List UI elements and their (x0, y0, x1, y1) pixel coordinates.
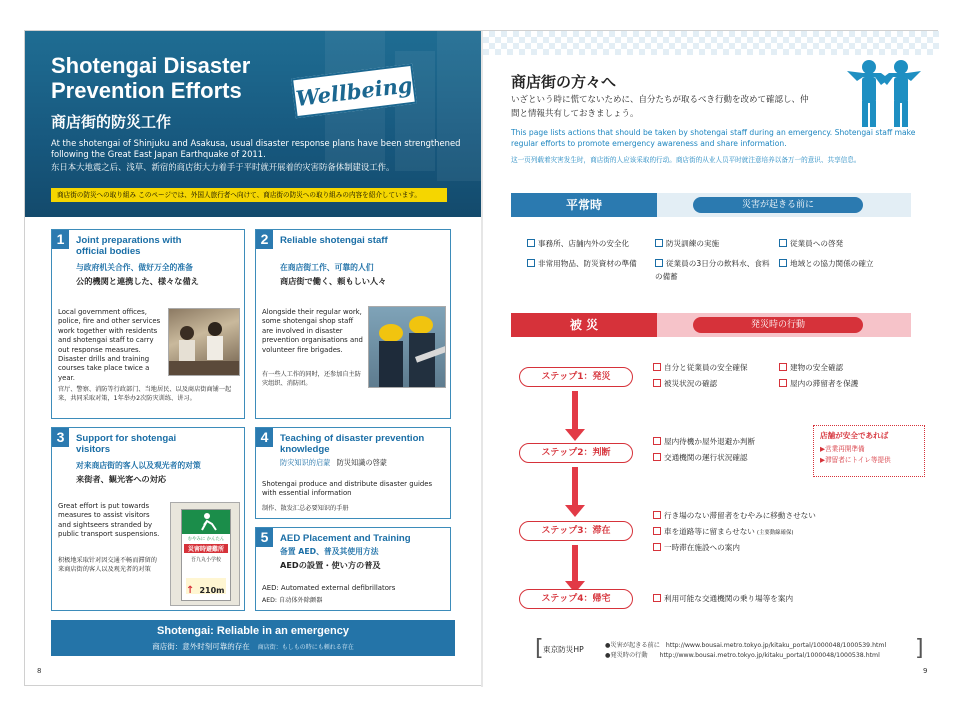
checklist-item[interactable]: 被災状況の確認 (653, 377, 717, 390)
checker-pattern (483, 31, 939, 55)
checkbox-icon (527, 259, 535, 267)
card-aed (255, 527, 451, 611)
card-body-zh: 积极地采取针对因交通不畅而滞留的来商店街的客人以及观光者的对策 (58, 557, 157, 573)
card-reliable-staff (255, 229, 451, 419)
checkbox-icon (655, 239, 663, 247)
card-body: Shotengai produce and distribute disaster guides with essential information (262, 480, 433, 498)
normal-time-header (511, 193, 911, 217)
checklist-item[interactable]: 事務所、店舗内外の安全化 (527, 237, 651, 250)
card-title: Reliable shotengai staff (280, 235, 388, 246)
card-number: 3 (52, 428, 69, 447)
photo-drill-meeting (168, 308, 240, 376)
card-body-zh: AED: 自动体外除颤器 (262, 597, 323, 604)
normal-time-pill: 災害が起きる前に (693, 197, 863, 213)
card-number: 2 (256, 230, 273, 249)
photo-evacuation-sign (170, 502, 240, 606)
right-intro-zh: 这一页列载着灾害发生时，商店街的人应该采取的行动。商店街的从业人员平时就注意培养以备万一的意识、共享信息。 (511, 156, 861, 164)
checklist-item[interactable]: 一時滞在施設への案内 (653, 541, 740, 554)
checklist-item[interactable]: 防災訓練の実施 (655, 237, 773, 250)
normal-time-label: 平常時 (511, 193, 657, 217)
card-title: Teaching of disaster prevention knowledge (280, 433, 425, 455)
page-title-jp: 商店街的防災工作 (51, 113, 172, 131)
card-body: Great effort is put towards measures to assist visitors and sightseers stranded by public transport suspensions. (58, 502, 160, 539)
checklist-item[interactable]: 車を道路等に留まらせない (主要動線確保) (653, 525, 793, 540)
page-title: Shotengai Disaster Prevention Efforts (51, 53, 251, 103)
right-page-title: 商店街の方々へ (511, 73, 617, 91)
card-joint-preparations (51, 229, 245, 419)
sign-main-text: 災害時避難所 (184, 544, 228, 553)
checkbox-icon (779, 379, 787, 387)
checklist-item[interactable]: 屋内待機か屋外退避か判断 (653, 435, 755, 448)
safe-note-line: ▶滞留者にトイレ等提供 (820, 456, 891, 464)
footer-title-jp: 商店街：意外时刻可靠的存在 商店街：もしもの時にも頼れる存在 (152, 642, 354, 651)
tokyo-bousai-links: [ 東京防災HP ●災害が起きる前に http://www.bousai.metro.tokyo.jp/kitaku_portal/1000048/1000539.html ●発災時の行動 http://www.bousai.metro.tokyo.jp/kitaku_portal/1000048/1000538.html ] (535, 636, 924, 661)
checkbox-icon (653, 527, 661, 535)
url-link[interactable]: http://www.bousai.metro.tokyo.jp/kitaku_portal/1000048/1000539.html (665, 642, 887, 649)
card-title-zh: 与政府机关合作、做好万全的准备 (76, 263, 193, 272)
card-body-zh: 有一些人工作的同时，还参加自主防灾组织、消防团。 (262, 371, 361, 387)
right-intro-en: This page lists actions that should be taken by shotengai staff during an emergency. Shotengai staff make regular efforts to promote emergency awareness and share information. (511, 128, 916, 148)
checkbox-icon (653, 543, 661, 551)
checklist-item[interactable]: 建物の安全確認 (779, 361, 843, 374)
checklist-item[interactable]: 従業員への啓発 (779, 237, 909, 250)
sign-top-text: むやみに かんたん (187, 537, 225, 542)
running-man-icon (182, 510, 230, 534)
card-number: 5 (256, 528, 273, 547)
step-2-label: ステップ2：判断 (519, 443, 633, 463)
checkbox-icon (653, 379, 661, 387)
card-title: AED Placement and Training (280, 533, 411, 544)
checklist-item[interactable]: 従業員の3日分の飲料水、食料の備蓄 (655, 259, 770, 281)
checklist-item[interactable]: 行き場のない滞留者をむやみに移動させない (653, 509, 816, 522)
card-number: 4 (256, 428, 273, 447)
checklist-item[interactable]: 屋内の滞留者を保護 (779, 377, 858, 390)
checkbox-icon (653, 453, 661, 461)
sign-distance: ↑ 210m (186, 578, 226, 594)
sign-school: 吾九丸小学校 (190, 557, 221, 563)
down-arrow-icon (565, 467, 585, 517)
card-title-jp: AEDの設置・使い方の普及 (280, 560, 381, 570)
checkbox-icon (779, 363, 787, 371)
links-label: 東京防災HP (543, 645, 584, 654)
firefighter-photo-icon (369, 307, 446, 388)
card-title-zh: 在商店街工作、可靠的人们 (280, 263, 374, 272)
checklist-item[interactable]: 交通機関の運行状況確認 (653, 451, 748, 464)
hero-header (25, 31, 481, 217)
card-title-zh: 对来商店街的客人以及观光者的对策 (76, 461, 201, 470)
card-title-jp: 商店街で働く、頼もしい人々 (280, 276, 387, 286)
intro-chinese: 东日本大地震之后、浅草、新宿的商店街大力着手于平时就开展着的灾害防备体制建设工作。 (51, 162, 395, 172)
disaster-header (511, 313, 911, 337)
checkbox-icon (653, 363, 661, 371)
card-number: 1 (52, 230, 69, 249)
down-arrow-icon (565, 391, 585, 441)
card-body-zh: 官厅、警察、消防等行政部门、当地居民、以及商店街商铺一起来，共同采取对策，1年举办2次防灾训练、讲习。 (58, 386, 232, 402)
card-body-zh: 制作、散发汇总必要知识的手册 (262, 505, 349, 512)
people-photo-icon (169, 309, 240, 376)
wellbeing-badge: Wellbeing (291, 64, 417, 119)
down-arrow-icon (565, 545, 585, 593)
card-title-zh: 备置 AED、普及其使用方法 (280, 547, 379, 556)
card-support-visitors (51, 427, 245, 611)
card-teaching-knowledge (255, 427, 451, 519)
checkbox-icon (653, 594, 661, 602)
checklist-item[interactable]: 地域との協力関係の確立 (779, 257, 909, 270)
page-number-right: 9 (923, 667, 928, 675)
right-intro-jp: いざという時に慌てないために、自分たちが取るべき行動を改めて確認し、仲間と情報共有しておきましょう。 (511, 95, 809, 119)
disaster-pill: 発災時の行動 (693, 317, 863, 333)
card-title-zh-jp: 防灾知识的启蒙 防災知識の啓蒙 (280, 458, 387, 467)
safe-note-line: ▶営業再開準備 (820, 445, 865, 453)
right-page (483, 31, 939, 687)
footer-title-en: Shotengai: Reliable in an emergency (157, 625, 349, 637)
card-title: Joint preparations with official bodies (76, 235, 182, 257)
checklist-item[interactable]: 自分と従業員の安全確保 (653, 361, 748, 374)
card-body: Alongside their regular work, some shotengai shop staff are involved in disaster prevention organisations and volunteer fire brigades. (262, 308, 363, 354)
step-3-label: ステップ3：滞在 (519, 521, 633, 541)
step-1-label: ステップ1：発災 (519, 367, 633, 387)
safe-note-title: 店舗が安全であれば (820, 431, 889, 440)
card-body: AED: Automated external defibrillators (262, 584, 396, 592)
link-row[interactable]: ●発災時の行動 http://www.bousai.metro.tokyo.jp/kitaku_portal/1000048/1000538.html (605, 652, 880, 659)
page-number-left: 8 (37, 667, 42, 675)
yellow-banner: 商店街の防災への取り組み このページでは、外国人旅行者へ向けて、商店街の防災への取り組みの内容を紹介しています。 (51, 188, 447, 202)
card-title: Support for shotengai visitors (76, 433, 177, 455)
photo-firefighters (368, 306, 446, 388)
intro-english: At the shotengai of Shinjuku and Asakusa, usual disaster response plans have been strengthened following the Great East Japan Earthquake of 2011. (51, 138, 461, 159)
checkbox-icon (653, 511, 661, 519)
checkbox-icon (527, 239, 535, 247)
card-body: Local government offices, police, fire and other services work together with residents and shotengai staff to carry out response measures. Disaster drills and training courses take place twice a year. (58, 308, 161, 382)
evacuation-sign (181, 509, 231, 601)
booklet-spread (24, 30, 938, 686)
checklist-item[interactable]: 利用可能な交通機関の乗り場等を案内 (653, 592, 793, 605)
two-people-icon (843, 57, 925, 129)
safe-store-note (813, 425, 925, 477)
checkbox-icon (779, 259, 787, 267)
left-page (25, 31, 481, 687)
checkbox-icon (779, 239, 787, 247)
card-title-jp: 来街者、観光客への対応 (76, 474, 167, 484)
link-row[interactable]: ●災害が起きる前に http://www.bousai.metro.tokyo.jp/kitaku_portal/1000048/1000539.html (605, 642, 887, 649)
step-4-label: ステップ4：帰宅 (519, 589, 633, 609)
disaster-label: 被 災 (511, 313, 657, 337)
checklist-item[interactable]: 非常用物品、防災資材の準備 (527, 257, 651, 270)
url-link[interactable]: http://www.bousai.metro.tokyo.jp/kitaku_portal/1000048/1000538.html (659, 652, 880, 659)
footer-banner (51, 620, 455, 656)
checkbox-icon (655, 259, 663, 267)
up-arrow-icon: ↑ (186, 585, 195, 596)
checkbox-icon (653, 437, 661, 445)
card-title-jp: 公的機関と連携した、様々な備え (76, 276, 199, 286)
